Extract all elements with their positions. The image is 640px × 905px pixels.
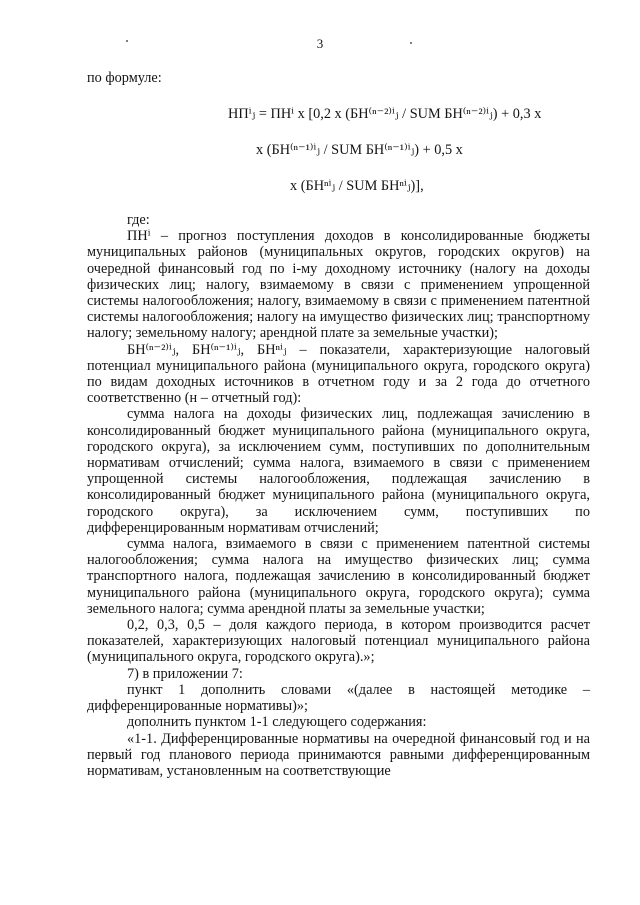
where-label: где: [127,212,150,228]
page-number: 3 [316,36,324,51]
amendment-point-1: пункт 1 дополнить словами «(далее в настоящей методике – дифференцированные нормативы)»; [87,681,590,715]
amendment-point-1-1: «1-1. Дифференцированные нормативы на очередной финансовый год и на первый год планового периода принимаются равными дифференцированным нормативам, установленным на соответствующие [87,730,590,779]
definition-pn: ПНⁱ – прогноз поступления доходов в консолидированные бюджеты муниципальных районов (муниципальных округов, городских округов) на очередной финансовый год по i-му доходному источнику (налогу на доходы физических лиц; налогу, взимаемому в связи с применением упрощенной системы налогообложения; налогу, взимаемому в связи с применением патентной системы налогообложения; налогу на имущество физических лиц; транспортному налогу; земельному налогу; арендной плате за земельные участки); [87,228,590,342]
definitions-body [87,212,590,779]
intro-text [87,70,590,86]
amendment-7: 7) в приложении 7: [127,665,243,682]
intro-line: по формуле: [87,70,162,86]
formula-line-3: x (БНⁿⁱⱼ / SUM БНⁿⁱⱼ)], [290,178,424,194]
definition-shares: 0,2, 0,3, 0,5 – доля каждого периода, в котором производится расчет показателей, характеризующих налоговый потенциал муниципального района (муниципального округа, городского округа).»; [87,617,590,666]
definition-bn-list-1: сумма налога на доходы физических лиц, подлежащая зачислению в консолидированный бюджет муниципального района (муниципального округа, городского округа), за исключением сумм, поступивших по дополнительным нормативам отчислений; сумма налога, взимаемого в связи с применением упрощенной системы налогообложения, подлежащая зачислению в консолидированный бюджет муниципального района (муниципального округа, городского округа), за исключением сумм, поступивших по дифференцированным нормативам отчислений; [87,406,590,536]
definition-bn: БН⁽ⁿ⁻²⁾ⁱⱼ, БН⁽ⁿ⁻¹⁾ⁱⱼ, БНⁿⁱⱼ – показатели, характеризующие налоговый потенциал муниципального района (муниципального округа, городского округа) по видам доходных источников в отчетном году и за 2 года до отчетного соответственно (н – отчетный год): [87,341,590,407]
formula-line-2: x (БН⁽ⁿ⁻¹⁾ⁱⱼ / SUM БН⁽ⁿ⁻¹⁾ⁱⱼ) + 0,5 x [256,142,463,158]
definition-bn-list-2: сумма налога, взимаемого в связи с применением патентной системы налогообложения; сумма налога на имущество физических лиц; сумма транспортного налога, подлежащая зачислению в консолидированный бюджет муниципального района (муниципального округа, городского округа); сумма земельного налога; сумма арендной платы за земельные участки; [87,536,590,617]
amendment-add-point: дополнить пунктом 1-1 следующего содержания: [127,714,427,731]
formula-line-1: НПⁱⱼ = ПНⁱ x [0,2 x (БН⁽ⁿ⁻²⁾ⁱⱼ / SUM БН⁽ⁿ⁻²⁾ⁱⱼ) + 0,3 x [228,106,542,122]
